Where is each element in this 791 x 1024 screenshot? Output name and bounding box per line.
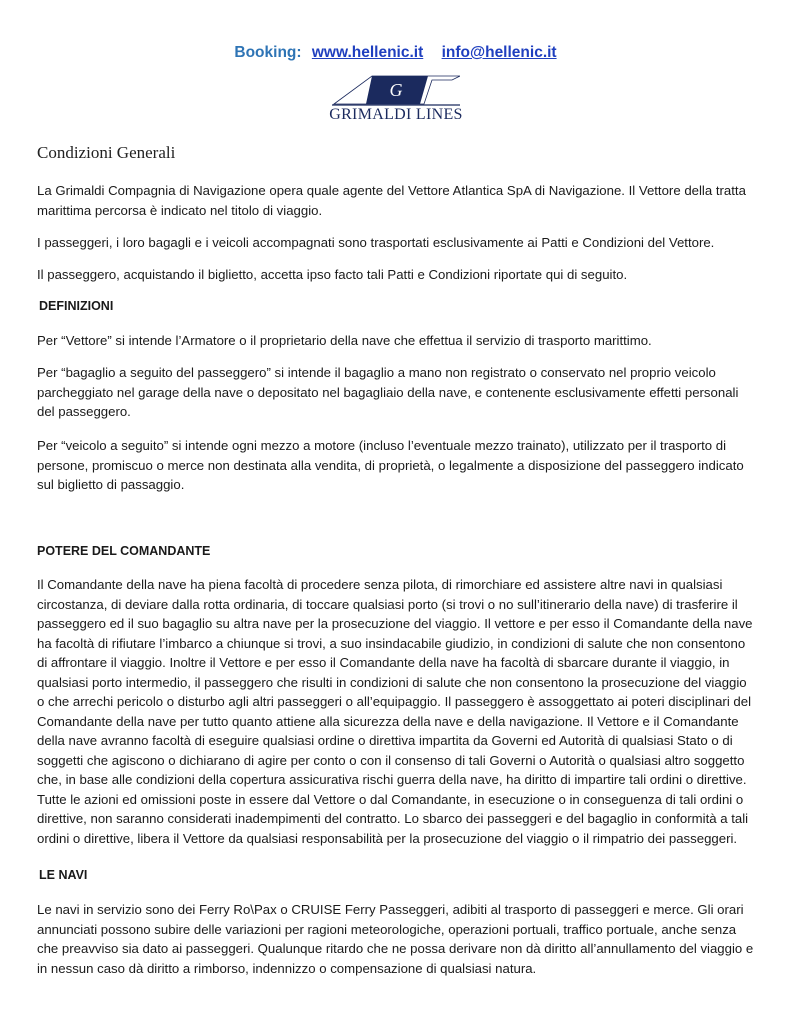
intro-paragraph-2: I passeggeri, i loro bagagli e i veicoli accompagnati sono trasportati esclusivamente ai Patti e Condizioni del Vettore. [37, 235, 715, 250]
navi-paragraph: Le navi in servizio sono dei Ferry Ro\Pax o CRUISE Ferry Passeggeri, adibiti al trasporto di passeggeri e merce. Gli orari annunciati possono subire delle variazioni per ragioni meteorologiche, operazioni portuali, traffico portuale, anche senza che preavviso sia dato ai passeggeri. Qualunque ritardo che ne possa derivare non dà diritto all’annullamento del viaggio e in nessun caso dà diritto a rimborso, indennizzo o compensazione di qualsiasi natura. [37, 902, 754, 976]
website-link[interactable]: www.hellenic.it [311, 44, 424, 61]
definizioni-paragraph-1: Per “Vettore” si intende l’Armatore o il proprietario della nave che effettua il servizio di trasporto marittimo. [37, 333, 652, 348]
ship-flag-logo-icon [332, 74, 460, 106]
intro-paragraph-3: Il passeggero, acquistando il biglietto, accetta ipso facto tali Patti e Condizioni riportate qui di seguito. [37, 267, 628, 282]
definizioni-paragraph-2: Per “bagaglio a seguito del passeggero” si intende il bagaglio a mano non registrato o conservato nel proprio veicolo parcheggiato nel garage della nave o depositato nel bagagliaio della nave, e contenente esclusivamente effetti personali del passeggero. [37, 365, 739, 419]
intro-paragraph-1: La Grimaldi Compagnia di Navigazione opera quale agente del Vettore Atlantica SpA di Navigazione. Il Vettore della tratta marittima percorsa è indicato nel titolo di viaggio. [37, 183, 746, 218]
booking-label: Booking: [234, 44, 302, 61]
comandante-paragraph: Il Comandante della nave ha piena facoltà di procedere senza pilota, di rimorchiare ed assistere altre navi in qualsiasi circostanza, di deviare dalla rotta ordinaria, di toccare qualsiasi porto (si trovi o no sull’itinerario della nave) di trasferire il passeggero ed il suo bagaglio su altra nave per la prosecuzione del viaggio. Il vettore e per esso il Comandante della nave ha facoltà di rifiutare l’imbarco a chiunque si trovi, a suo insindacabile giudizio, in condizioni di salute che non consentono di affrontare il viaggio. Inoltre il Vettore e per esso il Comandante della nave ha facoltà di sbarcare durante il viaggio, in qualsiasi porto intermedio, il passeggero che risulti in condizioni di salute che non consentono la prosecuzione del viaggio o che arrechi pericolo o disturbo agli altri passeggeri o all’equipaggio. Il passeggero è assoggettato ai poteri disciplinari del Comandante della nave per tutto quanto attiene alla sicurezza della nave e della navigazione. Il Vettore e il Comandante della nave avranno facoltà di eseguire qualsiasi ordine o direttiva impartita da Governi ed Autorità di qualsiasi Stato o di soggetti che agiscono o dichiarano di agire per conto o con il consenso di tali Governi o Autorità o qualsiasi altro soggetto che, in base alle condizioni della copertura assicurativa rischi guerra della nave, ha diritto di impartire tali ordini o direttive. Tutte le azioni ed omissioni poste in essere dal Vettore o dal Comandante, in esecuzione o in conseguenza di tali ordini o direttive, non saranno considerati inadempimenti del contratto. Lo sbarco dei passeggeri e del bagaglio in conformità a tali ordini o direttive, libera il Vettore da qualsiasi responsabilità per la prosecuzione del viaggio o il rimpatrio dei passeggeri. [37, 577, 753, 846]
brand-name: GRIMALDI LINES [329, 106, 463, 123]
booking-header [0, 44, 791, 62]
definizioni-heading: DEFINIZIONI [39, 299, 114, 313]
page-title: Condizioni Generali [37, 143, 176, 162]
grimaldi-logo [322, 74, 470, 124]
svg-text:G: G [389, 80, 403, 100]
email-link[interactable]: info@hellenic.it [441, 44, 557, 61]
comandante-heading: POTERE DEL COMANDANTE [37, 544, 211, 558]
definizioni-paragraph-3: Per “veicolo a seguito” si intende ogni mezzo a motore (incluso l’eventuale mezzo trainato), utilizzato per il trasporto di persone, promiscuo o merce non destinata alla vendita, di proprietà, o legalmente a disposizione del passeggero indicato sul biglietto di passaggio. [37, 438, 744, 492]
navi-heading: LE NAVI [39, 868, 88, 882]
